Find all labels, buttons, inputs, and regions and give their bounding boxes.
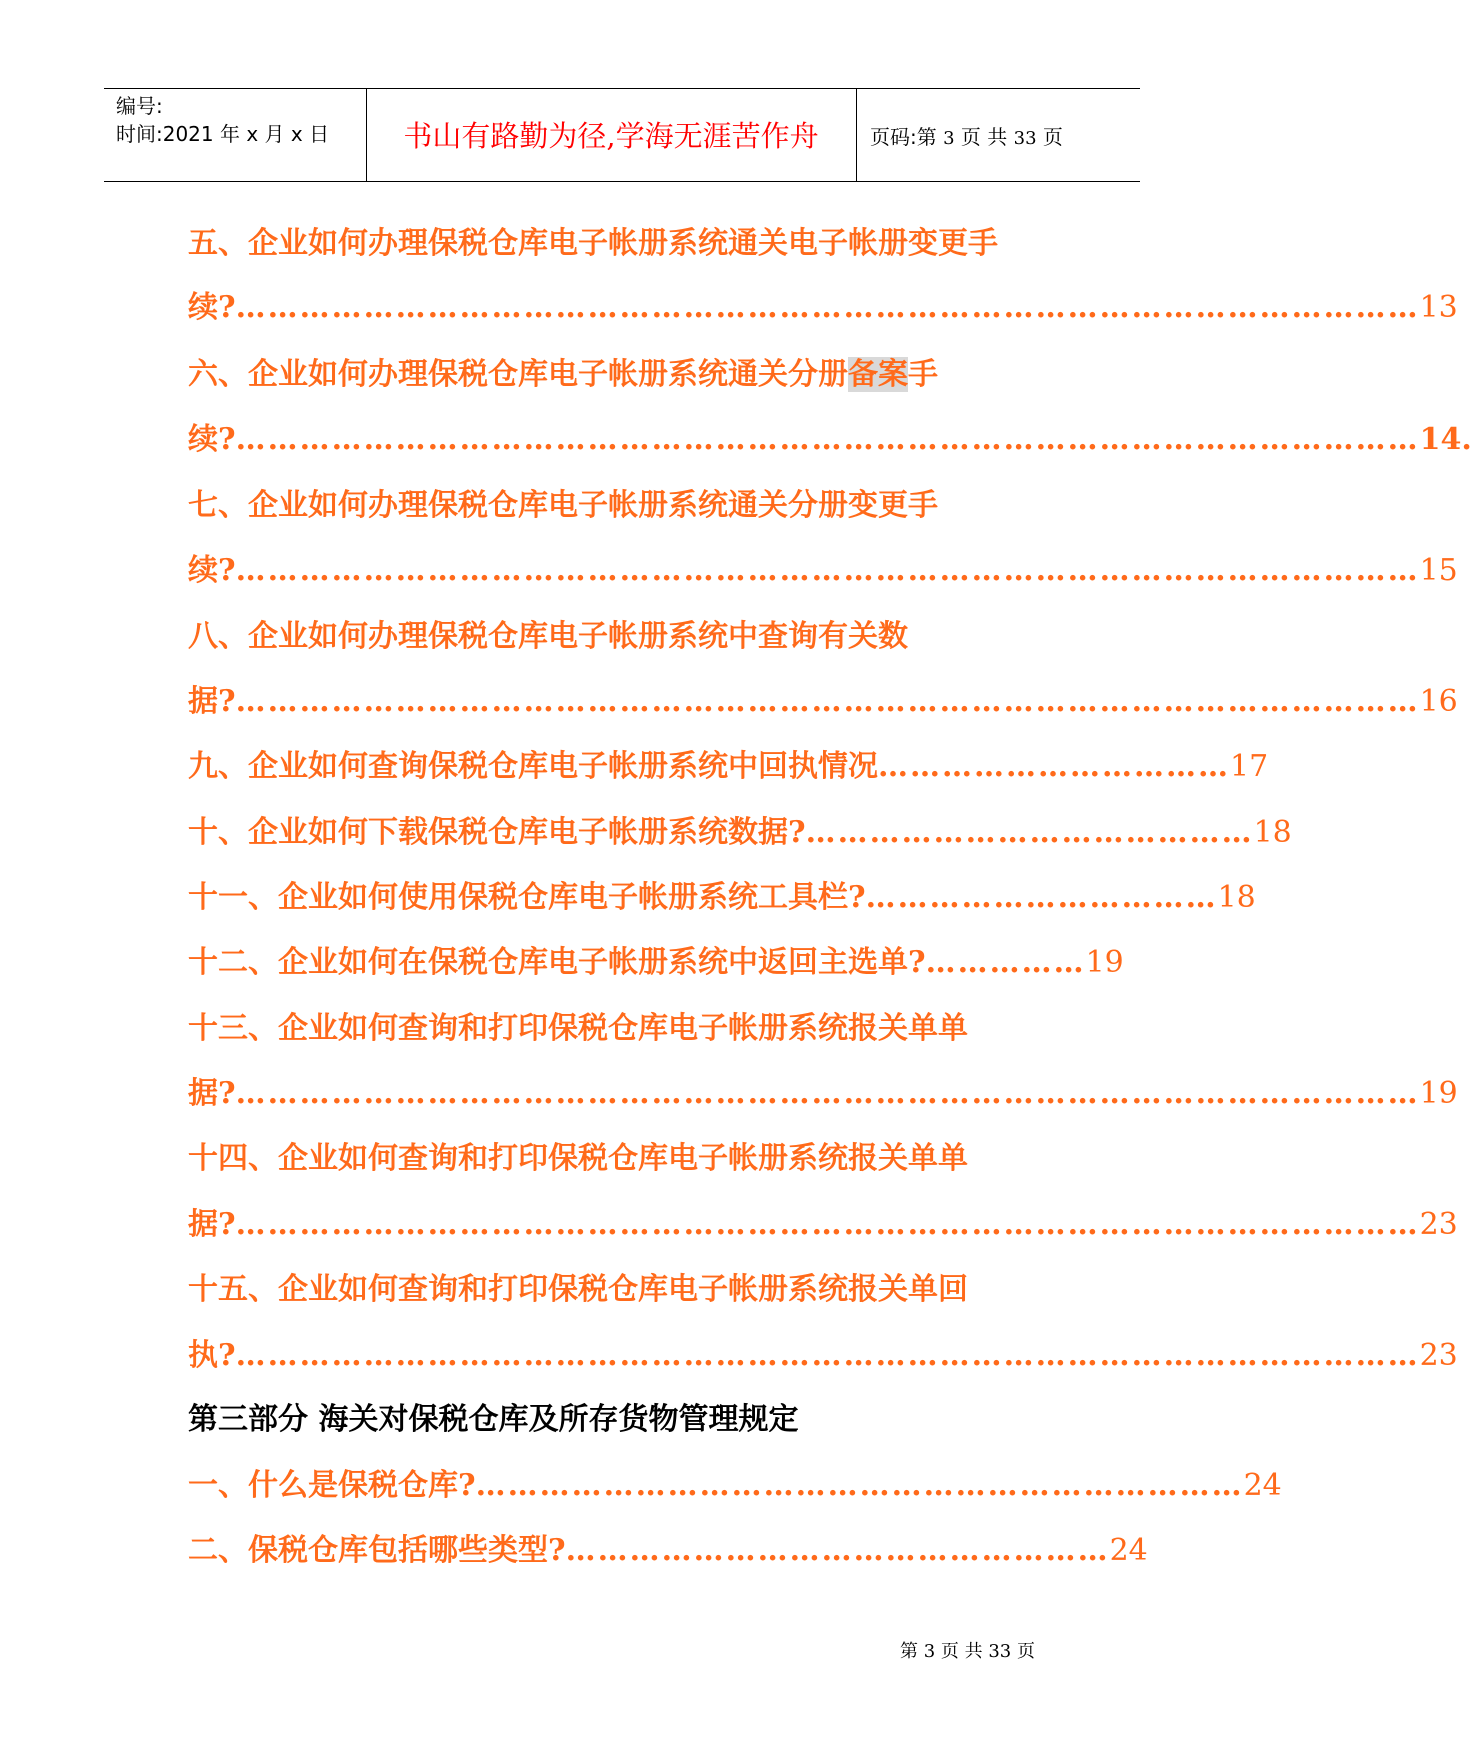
toc-item-5-page: 13: [1419, 290, 1458, 325]
toc-item-12-entry[interactable]: [188, 941, 1124, 985]
leader-dots: ……………………………: [878, 749, 1230, 784]
header-motto: 书山有路勤为径,学海无涯苦作舟: [403, 119, 819, 153]
leader-dots: …………………………………………………………………………………………………: [235, 290, 1420, 325]
toc-item-6-entry[interactable]: [188, 418, 1472, 462]
toc-item-10-page: 18: [1253, 815, 1292, 850]
leader-dots: ………………………………………………………………: [475, 1468, 1244, 1503]
toc-part3-item-1-title: 一、什么是保税仓库?: [188, 1468, 476, 1503]
toc-part3-item-1-page: 24: [1243, 1468, 1282, 1503]
toc-item-15-page: 23: [1419, 1338, 1458, 1373]
toc-item-9-entry[interactable]: [188, 745, 1269, 789]
leader-dots: …………………………………………………………………………………………………: [235, 1076, 1420, 1111]
toc-item-9-page: 17: [1230, 749, 1269, 784]
toc-item-7-page: 15: [1419, 553, 1458, 588]
part-three-heading[interactable]: 第三部分 海关对保税仓库及所存货物管理规定: [188, 1402, 799, 1437]
toc-item-6-title[interactable]: [188, 353, 938, 397]
toc-item-14-entry[interactable]: [188, 1203, 1458, 1247]
toc-item-6-title-a: 六、企业如何办理保税仓库电子帐册系统通关分册: [188, 357, 848, 392]
toc-item-13-page: 19: [1419, 1076, 1458, 1111]
page-suffix: 页: [1036, 125, 1063, 149]
document-number-label: 编号:: [116, 94, 163, 118]
toc-part3-item-2-title: 二、保税仓库包括哪些类型?: [188, 1533, 566, 1568]
toc-part3-item-1-entry[interactable]: [188, 1464, 1282, 1508]
toc-item-7-title[interactable]: 七、企业如何办理保税仓库电子帐册系统通关分册变更手: [188, 488, 938, 523]
leader-dots: ……………………………………………: [565, 1533, 1110, 1568]
leader-dots: ……………………………: [865, 880, 1218, 915]
leader-dots: …………………………………………………………………………………………………: [235, 1338, 1420, 1373]
toc-item-8-entry[interactable]: [188, 680, 1458, 724]
toc-item-15-entry[interactable]: [188, 1334, 1458, 1378]
leader-dots: ……………: [925, 945, 1086, 980]
toc-item-14-page: 23: [1419, 1207, 1458, 1242]
toc-item-15-title[interactable]: 十五、企业如何查询和打印保税仓库电子帐册系统报关单回: [188, 1272, 968, 1307]
toc-item-12-page: 19: [1085, 945, 1124, 980]
toc-item-14-title[interactable]: 十四、企业如何查询和打印保税仓库电子帐册系统报关单单: [188, 1141, 968, 1176]
toc-item-13-title-cont: 据?: [188, 1076, 236, 1111]
page-total: 33: [1013, 128, 1037, 149]
toc-item-5-title-cont: 续?: [188, 290, 236, 325]
toc-item-6-title-highlight: 备案: [848, 357, 908, 392]
document-time: 时间:2021 年 x 月 x 日: [116, 122, 330, 146]
toc-item-11-entry[interactable]: [188, 876, 1256, 920]
page-prefix: 页码:第: [870, 125, 944, 149]
toc-item-5-entry[interactable]: [188, 286, 1458, 330]
toc-item-7-entry[interactable]: [188, 549, 1458, 593]
page-middle: 页 共: [954, 125, 1014, 149]
toc-item-10-title: 十、企业如何下载保税仓库电子帐册系统数据?: [188, 815, 806, 850]
leader-dots: …………………………………………………………………………………………………: [235, 422, 1420, 457]
page-footer: 第 3 页 共 33 页: [900, 1641, 1035, 1662]
toc-item-13-title[interactable]: 十三、企业如何查询和打印保税仓库电子帐册系统报关单单: [188, 1011, 968, 1046]
toc-part3-item-2-page: 24: [1109, 1533, 1148, 1568]
toc-item-8-title[interactable]: 八、企业如何办理保税仓库电子帐册系统中查询有关数: [188, 619, 908, 654]
toc-item-14-title-cont: 据?: [188, 1207, 236, 1242]
toc-item-12-title: 十二、企业如何在保税仓库电子帐册系统中返回主选单?: [188, 945, 926, 980]
toc-item-11-title: 十一、企业如何使用保税仓库电子帐册系统工具栏?: [188, 880, 866, 915]
toc-item-6-page: 14.: [1419, 422, 1472, 457]
leader-dots: ……………………………………: [805, 815, 1254, 850]
toc-item-8-page: 16: [1419, 684, 1458, 719]
leader-dots: …………………………………………………………………………………………………: [235, 553, 1420, 588]
toc-item-8-title-cont: 据?: [188, 684, 236, 719]
toc-item-10-entry[interactable]: [188, 811, 1292, 855]
leader-dots: …………………………………………………………………………………………………: [235, 1207, 1420, 1242]
toc-item-5-title[interactable]: 五、企业如何办理保税仓库电子帐册系统通关电子帐册变更手: [188, 226, 998, 261]
toc-item-7-title-cont: 续?: [188, 553, 236, 588]
toc-item-11-page: 18: [1217, 880, 1256, 915]
toc-item-15-title-cont: 执?: [188, 1338, 236, 1373]
toc-item-6-title-b: 手: [908, 357, 938, 392]
toc-item-6-title-cont: 续?: [188, 422, 236, 457]
toc-item-9-title: 九、企业如何查询保税仓库电子帐册系统中回执情况: [188, 749, 878, 784]
leader-dots: …………………………………………………………………………………………………: [235, 684, 1420, 719]
page-current: 3: [943, 128, 955, 149]
toc-item-13-entry[interactable]: [188, 1072, 1458, 1116]
toc-part3-item-2-entry[interactable]: [188, 1529, 1148, 1573]
